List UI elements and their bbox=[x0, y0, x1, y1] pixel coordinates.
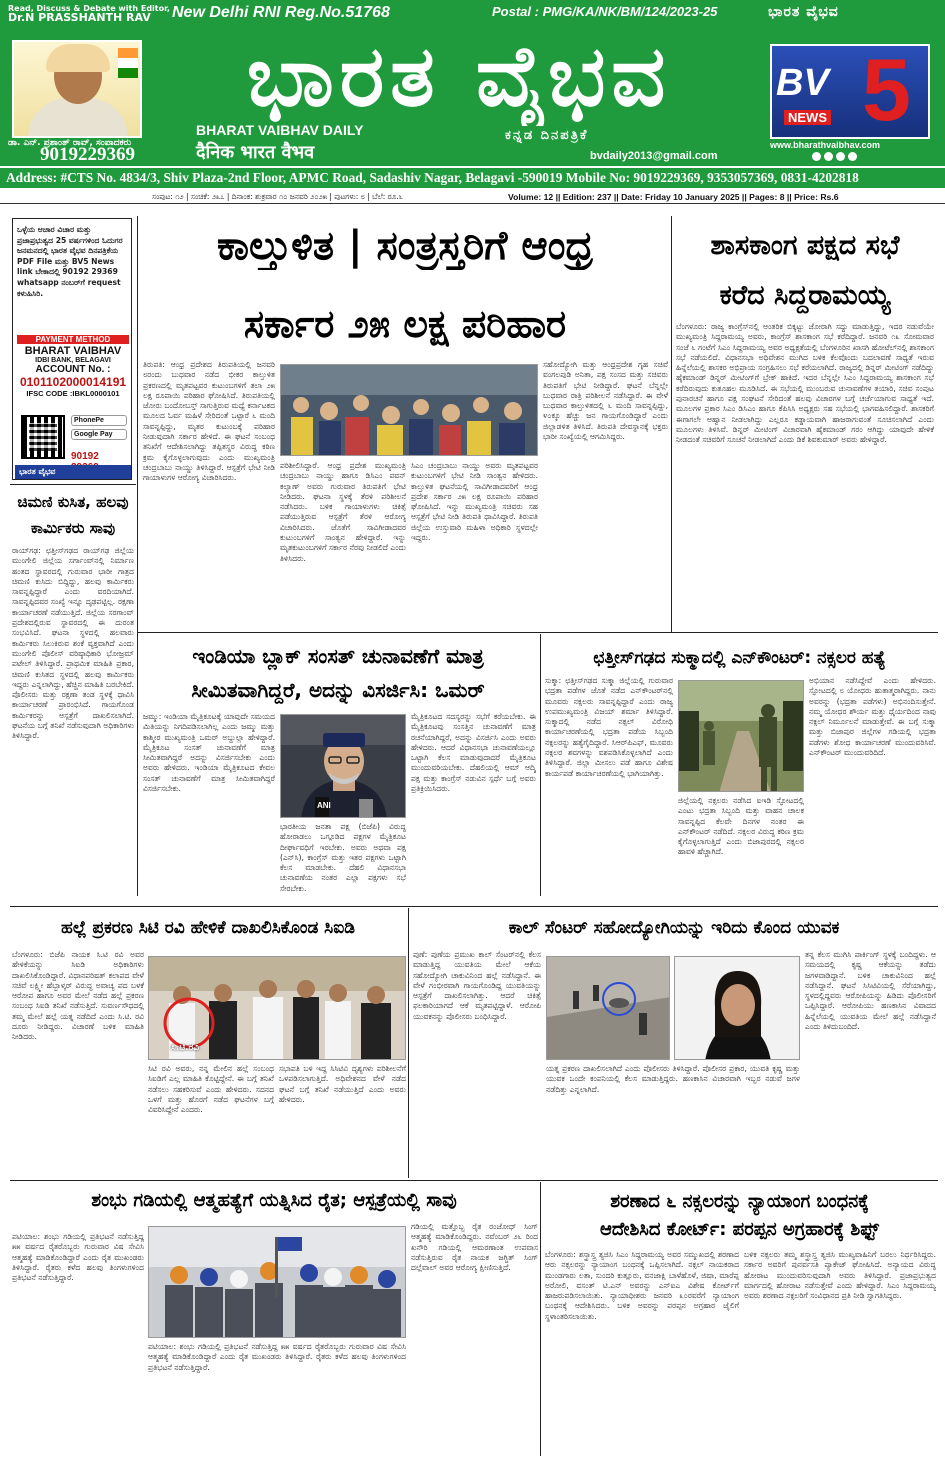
ctravi-scuffle-photo bbox=[148, 956, 406, 1060]
omar-abdullah-photo bbox=[280, 714, 406, 818]
editor-name-kannada: ಡಾ. ಎನ್. ಪ್ರಶಾಂತ್ ರಾವ್, ಸಂಪಾದಕರು bbox=[8, 138, 132, 148]
newspaper-title: ಭಾರತ ವೈಭವ bbox=[246, 27, 672, 125]
stampede-column-4: ಸಹೋದ್ಯೋಗಿ ಮತ್ತು ಆಂಧ್ರಪ್ರದೇಶ ಗೃಹ ಸಚಿವೆ ವಂಗಲಪುಡಿ ಅನಿತಾ, ಪಕ್ಷ ಸಂಸದ ಮತ್ತು ಸಚಿವರು ತಿರುಪತಿಗೆ ಭೇಟಿ ನೀಡಿದ್ದಾರೆ. ಘಟನೆ ಬೆನ್ನಲ್ಲೇ ಬುಧವಾರ ರಾತ್ರಿ ಪರಿಶೀಲನೆ ನಡೆಸಿದ್ದಾರೆ. ಈ ವೇಳೆ ಬುಧವಾರ ಕಾಲ್ತುಳಿತದಲ್ಲಿ ೬ ಮಂದಿ ಸಾವನ್ನಪ್ಪಿದ್ದು, ೪೦ಕ್ಕೂ ಹೆಚ್ಚು ಜನ ಗಾಯಗೊಂಡಿದ್ದಾರೆ ಎಂದು ಜಿಲ್ಲಾಡಳಿತ ತಿಳಿಸಿದೆ. ತಿರುಪತಿ ದೇವಸ್ಥಾನಕ್ಕೆ ಭಕ್ತರು ಭಾರೀ ಸಂಖ್ಯೆಯಲ್ಲಿ ಆಗಮಿಸಿದ್ದರು. bbox=[543, 360, 668, 442]
sukma-headline: ಛತ್ತೀಸ್‌ಗಢದ ಸುಕ್ಮಾದಲ್ಲಿ ಎನ್‌ಕೌಂಟರ್: ನಕ್ಸಲರ ಹತ್ಯೆ bbox=[593, 648, 886, 668]
bank-account-name: BHARAT VAIBHAV bbox=[24, 345, 122, 357]
section-divider bbox=[138, 632, 938, 633]
youtube-icon[interactable] bbox=[848, 152, 857, 161]
bank-branch: IDBI BANK, BELAGAVI bbox=[35, 357, 111, 364]
naxal-column-1: ಬೆಂಗಳೂರು: ಶಸ್ತ್ರಾಸ್ತ್ರ ತ್ಯಜಿಸಿ ಸಿಎಂ ಸಿದ್ದರಾಮಯ್ಯ ಅವರ ಸಮ್ಮುಖದಲ್ಲಿ ಶರಣಾದ ಆರು ನಕ್ಸಲರನ್ನು ನ್ಯಾಯಾಂಗ ಬಂಧನಕ್ಕೆ ಒಪ್ಪಿಸಲಾಗಿದೆ. ನಕ್ಸಲ್ ನಾಯಕರಾದ ಮುಂಡಗಾರು ಲತಾ, ಸುಂದರಿ ಕುತ್ಲೂರು, ವನಜಾಕ್ಷಿ ಬಾಳೆಹೊಳೆ, ಜಿಷಾ, ಮಾರೆಪ್ಪ ಅರೋಲಿ, ವಸಂತ್ ಟಿ.ಎನ್ ಅವರನ್ನು ಎನ್‌ಐಎ ವಿಶೇಷ ಕೋರ್ಟ್‌ಗೆ ಹಾಜರುಪಡಿಸಲಾಯಿತು. ನ್ಯಾಯಾಧೀಶರು ಜನವರಿ ೩೦ರವರೆಗೆ ನ್ಯಾಯಾಂಗ ಬಂಧನಕ್ಕೆ ಆದೇಶಿಸಿದರು. ಬಳಿಕ ಅವರನ್ನು ಪರಪ್ಪನ ಅಗ್ರಹಾರ ಜೈಲಿಗೆ ಸ್ಥಳಾಂತರಿಸಲಾಯಿತು. bbox=[545, 1250, 739, 1321]
editor-tagline bbox=[8, 4, 188, 22]
column-divider bbox=[408, 908, 409, 1178]
bank-details bbox=[17, 345, 129, 398]
callcenter-column-3: ತನ್ನ ಕೆಲಸ ಮುಗಿಸಿ ಪಾರ್ಕಿಂಗ್ ಸ್ಥಳಕ್ಕೆ ಬಂದಿದ್ದಳು. ಆ ಸಮಯದಲ್ಲಿ ಕೃಷ್ಣ ಆಕೆಯನ್ನು ತಡೆದು ಜಗಳವಾಡಿದ್ದಾನೆ. ಬಳಿಕ ಚಾಕುವಿನಿಂದ ಹಲ್ಲೆ ನಡೆಸಿದ್ದಾನೆ. ಘಟನೆ ಸಿಸಿಟಿವಿಯಲ್ಲಿ ಸೆರೆಯಾಗಿದ್ದು, ಸ್ಥಳದಲ್ಲಿದ್ದವರು ಆರೋಪಿಯನ್ನು ಹಿಡಿದು ಪೊಲೀಸರಿಗೆ ಒಪ್ಪಿಸಿದ್ದಾರೆ. ಆರೋಪಿಯು ಹಣಕಾಸಿನ ವಿವಾದದ ಹಿನ್ನೆಲೆಯಲ್ಲಿ ಯುವತಿಯ ಮೇಲೆ ಹಲ್ಲೆ ನಡೆಸಿದ್ದಾನೆ ಎಂದು ತಿಳಿದುಬಂದಿದೆ. bbox=[805, 950, 936, 1032]
qr-code-icon[interactable] bbox=[21, 415, 65, 459]
naxal-column-2: ಬಳಿಕ ನಕ್ಸಲರು ತಮ್ಮ ಶಸ್ತ್ರಾಸ್ತ್ರ ತ್ಯಜಿಸಿ ಮುಖ್ಯವಾಹಿನಿಗೆ ಬರಲು ನಿರ್ಧರಿಸಿದ್ದರು. ಸರ್ಕಾರ ಅವರಿಗೆ ಪುನರ್ವಸತಿ ಪ್ಯಾಕೇಜ್ ಘೋಷಿಸಿದೆ. ಅನ್ಯಾಯದ ವಿರುದ್ಧ ಹೋರಾಟ ಮುಂದುವರಿಸುವುದಾಗಿ ಅವರು ತಿಳಿಸಿದ್ದಾರೆ. ಪ್ರಜಾಪ್ರಭುತ್ವದ ಮಾರ್ಗದಲ್ಲಿ ಹೋರಾಟ ನಡೆಸುತ್ತೇವೆ ಎಂದು ಹೇಳಿದ್ದಾರೆ. ಸಿಎಂ ಸಿದ್ದರಾಮಯ್ಯ ಅವರು ಶರಣಾದ ನಕ್ಸಲರಿಗೆ ಸಂವಿಧಾನದ ಪ್ರತಿ ನೀಡಿ ಸ್ವಾಗತಿಸಿದ್ದರು. bbox=[744, 1250, 936, 1301]
callcenter-column-2: ಯತ್ನ ಪ್ರಕರಣ ದಾಖಲಿಸಲಾಗಿದೆ ಎಂದು ಪೊಲೀಸರು ತಿಳಿಸಿದ್ದಾರೆ. ಪೊಲೀಸರ ಪ್ರಕಾರ, ಯುವತಿ ಕೃಷ್ಣ ಮತ್ತು ಯುವಕ ಒಂದೇ ಕಂಪನಿಯಲ್ಲಿ ಕೆಲಸ ಮಾಡುತ್ತಿದ್ದರು. ಹಣಕಾಸಿನ ವಿಚಾರವಾಗಿ ಇಬ್ಬರ ನಡುವೆ ಜಗಳ ನಡೆದಿತ್ತು ಎನ್ನಲಾಗಿದೆ. bbox=[546, 1064, 800, 1094]
congress-article-body: ಬೆಂಗಳೂರು: ರಾಜ್ಯ ಕಾಂಗ್ರೆಸ್‌ನಲ್ಲಿ ಆಂತರಿಕ ಬಿಕ್ಕಟ್ಟು ಜೋರಾಗಿ ಸದ್ದು ಮಾಡುತ್ತಿದ್ದು, ಇದರ ನಡುವೆಯೇ ಮುಖ್ಯಮಂತ್ರಿ ಸಿದ್ದರಾಮಯ್ಯ ಅವರು, ಕಾಂಗ್ರೆಸ್ ಶಾಸಕಾಂಗ ಸಭೆ ಕರೆದಿದ್ದಾರೆ. ಜನವರಿ ೧೩ ಸೋಮವಾರ ಸಂಜೆ ೬ ಗಂಟೆಗೆ ಸಿಎಂ ಸಿದ್ದರಾಮಯ್ಯ ಅವರ ಅಧ್ಯಕ್ಷತೆಯಲ್ಲಿ ಬೆಂಗಳೂರಿನ ಖಾಸಗಿ ಹೋಟೆಲ್‌ನಲ್ಲಿ ಶಾಸಕಾಂಗ ಸಭೆ ನಡೆಯಲಿದೆ. ವಿಧಾನಸಭಾ ಅಧಿವೇಶನ ಮುಗಿದ ಬಳಿಕ ಕೆಲವೊಂದು ಬದಲಾವಣೆ ಸಾಧ್ಯತೆ ಇರುವ ಹಿನ್ನೆಲೆಯಲ್ಲಿ ಶಾಸಕರ ಅಭಿಪ್ರಾಯ ಸಂಗ್ರಹಿಸಲು ಸಭೆ ಕರೆಯಲಾಗಿದೆ. ರಾಜ್ಯದಲ್ಲಿ ಡಿನ್ನರ್ ಮೀಟಿಂಗ್ ನಡೆದಿದ್ದು ಹೈಕಮಾಂಡ್ ಡಿನ್ನರ್ ಮೀಟಿಂಗ್‌ಗೆ ಬ್ರೇಕ್ ಹಾಕಿದೆ. ಇದರ ಬೆನ್ನಲ್ಲೇ ಸಿಎಂ ಸಿದ್ದರಾಮಯ್ಯ ಶಾಸಕಾಂಗ ಸಭೆ ಕರೆದಿರುವುದು ಕುತೂಹಲ ಮೂಡಿಸಿದೆ. ಈ ಸಭೆಯಲ್ಲಿ ಮುಂಬರುವ ಚುನಾವಣೆಗಳ ತಯಾರಿ, ಸಚಿವ ಸಂಪುಟ ಪುನಾರಚನೆ ಹಾಗೂ ಪಕ್ಷ ಸಂಘಟನೆ ಸೇರಿದಂತೆ ಹಲವು ವಿಚಾರಗಳ ಬಗ್ಗೆ ಚರ್ಚೆಯಾಗುವ ಸಾಧ್ಯತೆ ಇದೆ. ಮೂಲಗಳ ಪ್ರಕಾರ ಸಿಎಂ ಡಿಸಿಎಂ ಹಾಗೂ ಕೆಪಿಸಿಸಿ ಅಧ್ಯಕ್ಷರು ಸಹ ಸಭೆಯಲ್ಲಿ ಭಾಗವಹಿಸಲಿದ್ದಾರೆ. ಶಾಸಕರಿಗೆ ಈಗಾಗಲೇ ಆಹ್ವಾನ ನೀಡಲಾಗಿದ್ದು ಎಲ್ಲರೂ ಕಡ್ಡಾಯವಾಗಿ ಹಾಜರಾಗುವಂತೆ ಸೂಚಿಸಲಾಗಿದೆ ಎಂದು ಮೂಲಗಳು ತಿಳಿಸಿವೆ. ಡಿನ್ನರ್ ಮೀಟಿಂಗ್ ವಿಚಾರವಾಗಿ ಹೈಕಮಾಂಡ್ ಗರಂ ಆಗಿದ್ದು ಯಾವುದೇ ಹೇಳಿಕೆ ನೀಡದಂತೆ ಸಚಿವರಿಗೆ ಸೂಚನೆ ನೀಡಲಾಗಿದೆ ಎಂದು ಡಿಕೆ ಶಿವಕುಮಾರ್ ಅವರು ಹೇಳಿದ್ದಾರೆ. bbox=[676, 322, 934, 445]
column-divider bbox=[540, 634, 541, 896]
account-label: ACCOUNT No. : bbox=[35, 364, 111, 375]
callcenter-headline: ಕಾಲ್ ಸೆಂಟರ್ ಸಹೋದ್ಯೋಗಿಯನ್ನು ಇರಿದು ಕೊಂದ ಯುವಕ bbox=[508, 918, 840, 938]
sukma-column-3: ಅಭಿಯಾನ ನಡೆಸಿದ್ದೇವೆ ಎಂದು ಹೇಳಿದರು. ಸ್ಫೋಟದಲ್ಲಿ ೮ ಯೋಧರು ಹುತಾತ್ಮರಾಗಿದ್ದರು. ನಾನು ಅವರನ್ನು (ಭದ್ರತಾ ಪಡೆಗಳು) ಅಭಿನಂದಿಸುತ್ತೇನೆ. ನಮ್ಮ ಯೋಧರ ಶೌರ್ಯ ಮತ್ತು ಧೈರ್ಯದಿಂದ ನಾವು ನಕ್ಸಲ್ ನಿರ್ಮೂಲನೆ ಮಾಡುತ್ತೇವೆ. ಈ ಬಗ್ಗೆ ಸುಕ್ಮಾ ಮತ್ತು ಬಿಜಾಪುರ ಜಿಲ್ಲೆಗಳ ಗಡಿಯಲ್ಲಿ ಭದ್ರತಾ ಪಡೆಗಳು ಶೋಧ ಕಾರ್ಯಾಚರಣೆ ಮುಂದುವರಿಸಿವೆ. ಎನ್‌ಕೌಂಟರ್ ಮುಂದುವರಿದಿದೆ. bbox=[809, 676, 936, 758]
section-divider bbox=[10, 1180, 938, 1181]
subscription-ad bbox=[12, 218, 132, 480]
logo-news-text: NEWS bbox=[784, 110, 831, 125]
stampede-headline-line1: ಕಾಲ್ತುಳಿತ | ಸಂತ್ರಸ್ತರಿಗೆ ಆಂಧ್ರ bbox=[216, 223, 594, 269]
omar-headline-line1: ಇಂಡಿಯಾ ಬ್ಲಾಕ್ ಸಂಸತ್ ಚುನಾವಣೆಗೆ ಮಾತ್ರ bbox=[192, 644, 484, 668]
newspaper-title-english: BHARAT VAIBHAV DAILY bbox=[196, 122, 364, 138]
farmer-column-2: ಪಟಿಯಾಲ: ಶಂಭು ಗಡಿಯಲ್ಲಿ ಪ್ರತಿಭಟನೆ ನಡೆಸುತ್ತಿದ್ದ ೫೫ ವರ್ಷದ ರೈತರೊಬ್ಬರು ಗುರುವಾರ ವಿಷ ಸೇವಿಸಿ ಆತ್ಮಹತ್ಯೆ ಮಾಡಿಕೊಂಡಿದ್ದಾರೆ ಎಂದು ರೈತ ಮುಖಂಡರು ತಿಳಿಸಿದ್ದಾರೆ. ರೈತರು ಕಳೆದ ಹಲವು ತಿಂಗಳುಗಳಿಂದ ಪ್ರತಿಭಟನೆ ನಡೆಸುತ್ತಿದ್ದಾರೆ. bbox=[148, 1342, 406, 1372]
callcenter-column-1: ಪುಣೆ: ಪುಣೆಯ ಪ್ರಮುಖ ಕಾಲ್ ಸೆಂಟರ್‌ನಲ್ಲಿ ಕೆಲಸ ಮಾಡುತ್ತಿದ್ದ ಯುವತಿಯ ಮೇಲೆ ಆಕೆಯ ಸಹೋದ್ಯೋಗಿ ಚಾಕುವಿನಿಂದ ಹಲ್ಲೆ ನಡೆಸಿದ್ದಾನೆ. ಈ ವೇಳೆ ಗಂಭೀರವಾಗಿ ಗಾಯಗೊಂಡಿದ್ದ ಯುವತಿಯನ್ನು ಆಸ್ಪತ್ರೆಗೆ ದಾಖಲಿಸಲಾಗಿತ್ತು. ಆದರೆ ಚಿಕಿತ್ಸೆ ಫಲಕಾರಿಯಾಗದೆ ಆಕೆ ಮೃತಪಟ್ಟಿದ್ದಾಳೆ. ಆರೋಪಿ ಯುವಕನನ್ನು ಪೊಲೀಸರು ಬಂಧಿಸಿದ್ದಾರೆ. bbox=[413, 950, 541, 1021]
omar-column-3: ಮೈತ್ರಿಕೂಟದ ಸದಸ್ಯರನ್ನು ಸಭೆಗೆ ಕರೆಯಬೇಕು. ಈ ಮೈತ್ರಿಕೂಟವು ಸಂಸತ್ತಿನ ಚುನಾವಣೆಗೆ ಮಾತ್ರ ರಚನೆಯಾಗಿದ್ದರೆ, ಅದನ್ನು ವಿಸರ್ಜಿಸಿ ಎಂದು ಅವರು ಹೇಳಿದರು. ಆದರೆ ವಿಧಾನಸಭಾ ಚುನಾವಣೆಯಲ್ಲೂ ಒಟ್ಟಾಗಿ ಕೆಲಸ ಮಾಡುವುದಾದರೆ ಮೈತ್ರಿಕೂಟ ಮುಂದುವರಿಯಬೇಕು. ದೆಹಲಿಯಲ್ಲಿ ಆಮ್ ಆದ್ಮಿ ಪಕ್ಷ ಮತ್ತು ಕಾಂಗ್ರೆಸ್ ನಡುವಿನ ಸ್ಪರ್ಧೆ ಬಗ್ಗೆ ಅವರು ಪ್ರತಿಕ್ರಿಯಿಸಿದರು. bbox=[411, 712, 536, 794]
ctravi-caption: ಸಿ.ಟಿ.ರವಿ bbox=[171, 1043, 200, 1053]
naxal-headline-line1: ಶರಣಾದ ೬ ನಕ್ಸಲರನ್ನು ನ್ಯಾಯಾಂಗ ಬಂಧನಕ್ಕೆ bbox=[610, 1191, 869, 1212]
stampede-column-1: ತಿರುಪತಿ: ಆಂಧ್ರ ಪ್ರದೇಶದ ತಿರುಪತಿಯಲ್ಲಿ ಜನವರಿ ೮ರಂದು ಬುಧವಾರ ನಡೆದ ಭೀಕರ ಕಾಲ್ತುಳಿತ ಪ್ರಕರಣದಲ್ಲಿ ಮೃತಪಟ್ಟವರ ಕುಟುಂಬಗಳಿಗೆ ತಲಾ ೨೫ ಲಕ್ಷ ರೂಪಾಯಿ ಪರಿಹಾರ ಘೋಷಿಸಿದೆ. ತಿರುಪತಿಯಲ್ಲಿ ಜೋರು ಬಂದೋಬಸ್ತ್ ಸಾಗುತ್ತಿರುವ ಮಧ್ಯೆ ಕರ್ನಾಟಕದ ಮೂಲದ ಓರ್ವ ಮಹಿಳೆ ಸೇರಿದಂತೆ ಒಟ್ಟಾರೆ ೬ ಮಂದಿ ಸಾವನ್ನಪ್ಪಿದ್ದು, ಮೃತರ ಕುಟುಂಬಕ್ಕೆ ಪರಿಹಾರ ನೀಡುವುದಾಗಿ ಸರ್ಕಾರ ಹೇಳಿದೆ. ಈ ಘಟನೆ ಸಂಬಂಧ ತನಿಖೆಗೆ ಆದೇಶಿಸಲಾಗಿದ್ದು ತಪ್ಪಿತಸ್ಥರ ವಿರುದ್ಧ ಕಠಿಣ ಕ್ರಮ ಕೈಗೊಳ್ಳಲಾಗುವುದು ಎಂದು ಮುಖ್ಯಮಂತ್ರಿ ಚಂದ್ರಬಾಬು ನಾಯ್ಡು ತಿಳಿಸಿದ್ದಾರೆ. ಆಸ್ಪತ್ರೆಗೆ ಭೇಟಿ ನೀಡಿ ಗಾಯಾಳುಗಳ ಆರೋಗ್ಯ ವಿಚಾರಿಸಿದರು. bbox=[143, 360, 275, 483]
section-divider bbox=[10, 906, 938, 907]
sukma-soldiers-photo bbox=[678, 680, 804, 792]
omar-column-2: ಭಾರತೀಯ ಜನತಾ ಪಕ್ಷ (ಬಿಜೆಪಿ) ವಿರುದ್ಧ ಹೋರಾಡಲು ಒಗ್ಗೂಡಿದ ಪಕ್ಷಗಳ ಮೈತ್ರಿಕೂಟ ದೀರ್ಘಾವಧಿಗೆ ಇರಬೇಕು. ಅವರು ಅಥವಾ ಪಕ್ಷ (ಎನ್‌ಸಿ), ಕಾಂಗ್ರೆಸ್ ಮತ್ತು ಇತರ ಪಕ್ಷಗಳು ಒಟ್ಟಾಗಿ ಕೆಲಸ ಮಾಡಬೇಕು. ದೆಹಲಿ ವಿಧಾನಸಭಾ ಚುನಾವಣೆಯ ನಂತರ ಎಲ್ಲಾ ಪಕ್ಷಗಳು ಸಭೆ ಸೇರಬೇಕು. bbox=[280, 822, 406, 893]
farmers-protest-photo bbox=[148, 1226, 406, 1338]
logo-five-text: 5 bbox=[862, 44, 911, 139]
issue-info-bar bbox=[0, 190, 945, 204]
ad-phone: 90192 bbox=[71, 451, 99, 462]
omar-headline-line2: ಸೀಮಿತವಾಗಿದ್ದರೆ, ಅದನ್ನು ವಿಸರ್ಜಿಸಿ: ಒಮರ್ bbox=[191, 678, 485, 702]
stampede-column-2: ಪರಿಶೀಲಿಸಿದ್ದಾರೆ. ಆಂಧ್ರ ಪ್ರದೇಶ ಮುಖ್ಯಮಂತ್ರಿ ಚಂದ್ರಬಾಬು ನಾಯ್ಡು ಹಾಗೂ ಡಿಸಿಎಂ ಪವನ್ ಕಲ್ಯಾಣ್ ಅವರು ಗುರುವಾರ ತಿರುಪತಿಗೆ ಭೇಟಿ ನೀಡಿದರು. ಘಟನಾ ಸ್ಥಳಕ್ಕೆ ತೆರಳಿ ಪರಿಶೀಲನೆ ನಡೆಸಿದರು. ಬಳಿಕ ಗಾಯಾಳುಗಳು ಚಿಕಿತ್ಸೆ ಪಡೆಯುತ್ತಿರುವ ಆಸ್ಪತ್ರೆಗೆ ತೆರಳಿ ಆರೋಗ್ಯ ವಿಚಾರಿಸಿದರು. ಜೊತೆಗೆ ಸಾವಿಗೀಡಾದವರ ಕುಟುಂಬಗಳಿಗೆ ಸಾಂತ್ವನ ಹೇಳಿದ್ದಾರೆ. ಇನ್ನು ಮೃತಕುಟುಂಬಗಳಿಗೆ ಸರ್ಕಾರ ನೆರವು ನೀಡಲಿದೆ ಎಂದು ತಿಳಿಸಿದರು. bbox=[280, 461, 406, 563]
tagline-text: Read, Discuss & Debate with Editor, bbox=[8, 4, 170, 13]
issue-info-english: Volume: 12 || Edition: 237 || Date: Friday 10 January 2025 || Pages: 8 || Price: Rs.6 bbox=[508, 192, 839, 202]
stampede-column-3: ಸಿಎಂ ಚಂದ್ರಬಾಬು ನಾಯ್ಡು ಅವರು ಮೃತಪಟ್ಟವರ ಕುಟುಂಬಗಳಿಗೆ ಭೇಟಿ ನೀಡಿ ಸಾಂತ್ವನ ಹೇಳಿದರು. ಕಾಲ್ತುಳಿತ ಘಟನೆಯಲ್ಲಿ ಸಾವಿಗೀಡಾದವರಿಗೆ ಆಂಧ್ರ ಪ್ರದೇಶ ಸರ್ಕಾರ ೨೫ ಲಕ್ಷ ರೂಪಾಯಿ ಪರಿಹಾರ ಘೋಷಿಸಿದೆ. ಇನ್ನು ಮುಖ್ಯಮಂತ್ರಿ ಸಚಿವರು ಸಹ ಆಸ್ಪತ್ರೆಗೆ ಭೇಟಿ ನೀಡಿ ತಿರುಪತಿ ಧಾವಿಸಿದ್ದಾರೆ. ತಿರುಪತಿ ಜಿಲ್ಲೆಯ ಉಸ್ತುವಾರಿ ಮಹಿಳಾ ಅಧಿಕಾರಿ ಸ್ಥಳದಲ್ಲೇ ಇದ್ದರು. bbox=[411, 461, 538, 543]
ctravi-column-2: ಸಿಟಿ ರವಿ ಅವರು, ನನ್ನ ಮೇಲಿನ ಹಲ್ಲೆ ಸಂಬಂಧ ಸಿಐಡಿಗೆ ಎಲ್ಲ ಮಾಹಿತಿ ಕೊಟ್ಟಿದ್ದೇನೆ. ಈ ಬಗ್ಗೆ ತನಿಖೆ ನಡೆಸಲು ಸಹಕರಿಸುವೆ ಎಂದು ಹೇಳಿದರು. ಸದನದ ಒಳಗೆ ಮತ್ತು ಹೊರಗೆ ನಡೆದ ಘಟನೆಗಳ ಬಗ್ಗೆ ವಿವರಿಸಿದ್ದೇನೆ ಎಂದರು. bbox=[148, 1064, 274, 1115]
naxal-headline-line2: ಆದೇಶಿಸಿದ ಕೋರ್ಟ್: ಪರಪ್ಪನ ಅಗ್ರಹಾರಕ್ಕೆ ಶಿಫ್ಟ್ bbox=[600, 1219, 879, 1240]
sukma-column-2: ಜಿಲ್ಲೆಯಲ್ಲಿ ನಕ್ಸಲರು ನಡೆಸಿದ ಐಇಡಿ ಸ್ಫೋಟದಲ್ಲಿ ಎಂಟು ಭದ್ರತಾ ಸಿಬ್ಬಂದಿ ಮತ್ತು ವಾಹನ ಚಾಲಕ ಸಾವನ್ನಪ್ಪಿದ ಕೆಲವೇ ದಿನಗಳ ನಂತರ ಈ ಎನ್‌ಕೌಂಟರ್ ನಡೆದಿದೆ. ನಕ್ಸಲರ ವಿರುದ್ಧ ಕಠಿಣ ಕ್ರಮ ಕೈಗೊಳ್ಳಲಾಗುತ್ತಿದೆ ಎಂದು ಬಿಜಾಪುರದಲ್ಲಿ ನಕ್ಸಲರ ಹಾವಳಿ ಹೆಚ್ಚಾಗಿದೆ. bbox=[678, 796, 804, 857]
chimney-headline-line1: ಚಿಮಣಿ ಕುಸಿತ, ಹಲವು bbox=[17, 493, 129, 511]
flag-icon bbox=[118, 48, 138, 78]
ani-watermark: ANI bbox=[317, 801, 331, 810]
ad-text: ಒಳ್ಳೆಯ ಆಚಾರ ವಿಚಾರ ಮತ್ತು ಪ್ರಜಾಪ್ರಭುತ್ವದ 25 ವರ್ಷಗಳಿಂದ ಓದುಗರ ಜನಮನದಲ್ಲಿ ಭಾರತ ವೈಭವ ದಿನಪತ್ರಿಕೆಯ PDF File ಮತ್ತು BV5 News link ಬೇಕಾದಲ್ಲಿ 90192 29369 whatsapp ನಂಬರ್‌ಗೆ request ಕಳುಹಿಸಿರಿ. bbox=[17, 225, 123, 298]
ifsc-code: IFSC CODE :IBKL0000101 bbox=[26, 389, 120, 398]
chimney-article-body: ರಾಯ್‌ಗಢ: ಛತ್ತೀಸ್‌ಗಢದ ರಾಯ್‌ಗಢ ಜಿಲ್ಲೆಯ ಮುಂಗೇಲಿ ಜಿಲ್ಲೆಯ ಸರ್ಗಾಂವ್‌ನಲ್ಲಿ ನಿರ್ಮಾಣ ಹಂತದ ಸ್ಥಾವರದಲ್ಲಿ ಗುರುವಾರ ಭಾರೀ ಗಾತ್ರದ ಚಿಮಣಿ ಕುಸಿದು ಬಿದ್ದಿದ್ದು, ಹಲವು ಕಾರ್ಮಿಕರು ಸಾವನ್ನಪ್ಪಿದ್ದಾರೆ ಎಂದು ವರದಿಯಾಗಿದೆ. ಸಾವನ್ನಪ್ಪಿದವರ ಸಂಖ್ಯೆ ಇನ್ನೂ ದೃಢಪಟ್ಟಿಲ್ಲ. ರಕ್ಷಣಾ ಕಾರ್ಯಾಚರಣೆ ನಡೆಯುತ್ತಿದೆ. ಜಿಲ್ಲೆಯ ಸರಗಾಂವ್ ಪ್ರದೇಶದಲ್ಲಿರುವ ಸ್ಥಾವರದಲ್ಲಿ ಈ ದುರಂತ ಸಂಭವಿಸಿದೆ. ಘಟನಾ ಸ್ಥಳದಲ್ಲಿ ಹಲವಾರು ಕಾರ್ಮಿಕರು ಸಿಲುಕಿರುವ ಶಂಕೆ ವ್ಯಕ್ತವಾಗಿದೆ ಎಂದು ಮುಂಗೇಲಿ ಪೊಲೀಸ್ ವರಿಷ್ಠಾಧಿಕಾರಿ ಭೋಜ್ರಮ್ ಪಟೇಲ್ ತಿಳಿಸಿದ್ದಾರೆ. ಪ್ರಾಥಮಿಕ ಮಾಹಿತಿ ಪ್ರಕಾರ, ಚಿಮಣಿ ಕುಸಿತದ ಸ್ಥಳದಲ್ಲಿ ಹಲವು ಕಾರ್ಮಿಕರು ಇದ್ದರು ಎನ್ನಲಾಗಿದ್ದು, ಹೆಚ್ಚಿನ ಮಾಹಿತಿ ಬರಬೇಕಿದೆ. ಪೊಲೀಸರು ಮತ್ತು ರಕ್ಷಣಾ ತಂಡ ಸ್ಥಳಕ್ಕೆ ಧಾವಿಸಿ ಕಾರ್ಯಾಚರಣೆ ಪ್ರಾರಂಭಿಸಿದೆ. ಗಾಯಗೊಂಡ ಕಾರ್ಮಿಕರನ್ನು ಆಸ್ಪತ್ರೆಗೆ ದಾಖಲಿಸಲಾಗಿದೆ. ಘಟನೆಯ ಬಗ್ಗೆ ತನಿಖೆ ನಡೆಸುವುದಾಗಿ ಅಧಿಕಾರಿಗಳು ತಿಳಿಸಿದ್ದಾರೆ. bbox=[12, 546, 134, 741]
stampede-headline-line2: ಸರ್ಕಾರ ೨೫ ಲಕ್ಷ ಪರಿಹಾರ bbox=[243, 302, 567, 346]
postal-number: Postal : PMG/KA/NK/BM/124/2023-25 bbox=[492, 4, 718, 19]
logo-caption: ಭಾರತ ವೈಭವ bbox=[768, 4, 839, 20]
logo-bv-text: BV bbox=[776, 62, 829, 104]
editor-name: Dr.N PRASSHANTH RAV bbox=[8, 11, 151, 24]
chimney-headline-line2: ಕಾರ್ಮಿಕರು ಸಾವು bbox=[30, 519, 116, 537]
sukma-column-1: ಸುಕ್ಮಾ: ಛತ್ತೀಸ್‌ಗಢದ ಸುಕ್ಮಾ ಜಿಲ್ಲೆಯಲ್ಲಿ ಗುರುವಾರ ಭದ್ರತಾ ಪಡೆಗಳ ಜೊತೆ ನಡೆದ ಎನ್‌ಕೌಂಟರ್‌ನಲ್ಲಿ ಮೂವರು ನಕ್ಸಲರು ಸಾವನ್ನಪ್ಪಿದ್ದಾರೆ ಎಂದು ರಾಜ್ಯ ಉಪಮುಖ್ಯಮಂತ್ರಿ ವಿಜಯ್ ಶರ್ಮಾ ತಿಳಿಸಿದ್ದಾರೆ. ಸುಕ್ಮಾದಲ್ಲಿ ನಡೆದ ನಕ್ಸಲ್ ವಿರೋಧಿ ಕಾರ್ಯಾಚರಣೆಯಲ್ಲಿ ಭದ್ರತಾ ಪಡೆಯ ಸಿಬ್ಬಂದಿ ನಕ್ಸಲರನ್ನು ಹತ್ಯೆಗೈದಿದ್ದಾರೆ. ಸಿಆರ್‌ಪಿಎಫ್, ಮೂವರು ನಕ್ಸಲರ ಶವಗಳನ್ನು ವಶಪಡಿಸಿಕೊಳ್ಳಲಾಗಿದೆ ಎಂದು ತಿಳಿಸಿದ್ದಾರೆ. ಜಿಲ್ಲಾ ಮೀಸಲು ಪಡೆ ಹಾಗೂ ವಿಶೇಷ ಕಾರ್ಯಪಡೆ ಕಾರ್ಯಾಚರಣೆಯಲ್ಲಿ ಭಾಗಿಯಾಗಿತ್ತು. bbox=[545, 676, 673, 778]
address-bar: Address: #CTS No. 4834/3, Shiv Plaza-2nd Floor, APMC Road, Sadashiv Nagar, Belagavi -590019 Mobile No: 9019229369, 9353057369, 0831-4202818 bbox=[0, 166, 945, 188]
editor-phone: 9019229369 bbox=[40, 144, 135, 165]
farmer-headline: ಶಂಭು ಗಡಿಯಲ್ಲಿ ಆತ್ಮಹತ್ಯೆಗೆ ಯತ್ನಿಸಿದ ರೈತ; ಆಸ್ಪತ್ರೆಯಲ್ಲಿ ಸಾವು bbox=[91, 1190, 457, 1211]
cctv-photo bbox=[546, 956, 670, 1060]
payment-apps bbox=[71, 415, 127, 443]
instagram-icon[interactable] bbox=[824, 152, 833, 161]
masthead bbox=[0, 0, 945, 166]
issue-info-kannada: ಸಂಪುಟ: ೧೨ | ಸಂಚಿಕೆ: ೨೩೭ | ದಿನಾಂಕ: ಶುಕ್ರವಾರ ೧೦ ಜನವರಿ ೨೦೨೫ | ಪುಟಗಳು: ೮ | ಬೆಲೆ: ರೂ.೬ bbox=[152, 192, 404, 201]
payment-method-label: PAYMENT METHOD bbox=[17, 335, 129, 344]
facebook-icon[interactable] bbox=[812, 152, 821, 161]
ctravi-column-3: ಸಭಾಪತಿ ಬಳಿ ಇದ್ದ ಸಿಸಿಟಿವಿ ದೃಶ್ಯಗಳು ಪರಿಶೀಲನೆಗೆ ಒಳಪಡಿಸಲಾಗುತ್ತಿದೆ. ಅಧಿವೇಶನದ ವೇಳೆ ನಡೆದ ಘಟನೆ ಬಗ್ಗೆ ತನಿಖೆ ನಡೆಯುತ್ತಿದೆ ಎಂದು ಅವರು ಹೇಳಿದರು. bbox=[279, 1064, 406, 1104]
congress-headline-line2: ಕರೆದ ಸಿದ್ದರಾಮಯ್ಯ bbox=[719, 280, 891, 311]
stampede-photo bbox=[280, 364, 538, 456]
newspaper-title-hindi: दैनिक भारत वैभव bbox=[196, 142, 315, 163]
google-pay-icon: Google Pay bbox=[71, 429, 127, 440]
rni-number: New Delhi RNI Reg.No.51768 bbox=[172, 4, 390, 21]
victim-portrait-photo bbox=[674, 956, 800, 1060]
ctravi-headline: ಹಲ್ಲೆ ಪ್ರಕರಣ ಸಿಟಿ ರವಿ ಹೇಳಿಕೆ ದಾಖಲಿಸಿಕೊಂಡ ಸಿಐಡಿ bbox=[61, 918, 355, 938]
website-link[interactable]: www.bharathvaibhav.com bbox=[770, 140, 881, 150]
editor-photo bbox=[12, 40, 142, 138]
column-divider bbox=[137, 216, 138, 896]
ctravi-column-1: ಬೆಂಗಳೂರು: ಬಿಜೆಪಿ ನಾಯಕ ಸಿ.ಟಿ ರವಿ ಅವರ ಹೇಳಿಕೆಯನ್ನು ಸಿಐಡಿ ಅಧಿಕಾರಿಗಳು ದಾಖಲಿಸಿಕೊಂಡಿದ್ದಾರೆ. ವಿಧಾನಪರಿಷತ್ ಕಲಾಪದ ವೇಳೆ ಸಚಿವೆ ಲಕ್ಷ್ಮೀ ಹೆಬ್ಬಾಳ್ಕರ್ ವಿರುದ್ಧ ಅವಾಚ್ಯ ಪದ ಬಳಕೆ ಆರೋಪ ಹಾಗೂ ಅವರ ಮೇಲೆ ನಡೆದ ಹಲ್ಲೆ ಪ್ರಕರಣ ಸಂಬಂಧ ಸಿಐಡಿ ತನಿಖೆ ನಡೆಸುತ್ತಿದೆ. ಸುವರ್ಣಸೌಧದಲ್ಲಿ ತಮ್ಮ ಮೇಲೆ ಹಲ್ಲೆ ಯತ್ನ ನಡೆದಿದೆ ಎಂದು ಸಿ.ಟಿ. ರವಿ ದೂರು ನೀಡಿದ್ದರು. ವಿಚಾರಣೆ ಬಳಿಕ ಮಾಹಿತಿ ನೀಡಿದರು. bbox=[12, 950, 144, 1042]
ad-footer-logo: ಭಾರತ ವೈಭವ bbox=[15, 465, 131, 479]
congress-headline-line1: ಶಾಸಕಾಂಗ ಪಕ್ಷದ ಸಭೆ bbox=[710, 230, 900, 261]
bv5-news-logo bbox=[770, 44, 930, 139]
phonepe-icon: PhonePe bbox=[71, 415, 127, 426]
email-address: bvdaily2013@gmail.com bbox=[590, 150, 718, 162]
twitter-icon[interactable] bbox=[836, 152, 845, 161]
column-divider bbox=[540, 1182, 541, 1456]
column-divider bbox=[671, 216, 672, 632]
omar-column-1: ಜಮ್ಮು: ಇಂಡಿಯಾ ಮೈತ್ರಿಕೂಟಕ್ಕೆ ಯಾವುದೇ ಸಮಯದ ಮಿತಿಯನ್ನು ನಿಗದಿಪಡಿಸಲಾಗಿಲ್ಲ ಎಂದು ಜಮ್ಮು ಮತ್ತು ಕಾಶ್ಮೀರ ಮುಖ್ಯಮಂತ್ರಿ ಒಮರ್ ಅಬ್ದುಲ್ಲಾ ಹೇಳಿದ್ದಾರೆ. ಮೈತ್ರಿಕೂಟ ಸಂಸತ್ ಚುನಾವಣೆಗೆ ಮಾತ್ರ ಸೀಮಿತವಾಗಿದ್ದರೆ ಅದನ್ನು ವಿಸರ್ಜಿಸಬೇಕು ಎಂದು ಅವರು ಹೇಳಿದರು. ಇಂಡಿಯಾ ಮೈತ್ರಿಕೂಟದ ಕೇವಲ ಸಂಸತ್ ಚುನಾವಣೆಗೆ ಮಾತ್ರ ಸೀಮಿತವಾಗಿದ್ದರೆ ವಿಸರ್ಜಿಸಬೇಕು. bbox=[143, 712, 275, 794]
social-icons bbox=[812, 152, 857, 161]
account-number: 0101102000014191 bbox=[19, 375, 127, 389]
farmer-column-1: ಪಟಿಯಾಲ: ಶಂಭು ಗಡಿಯಲ್ಲಿ ಪ್ರತಿಭಟನೆ ನಡೆಸುತ್ತಿದ್ದ ೫೫ ವರ್ಷದ ರೈತರೊಬ್ಬರು ಗುರುವಾರ ವಿಷ ಸೇವಿಸಿ ಆತ್ಮಹತ್ಯೆ ಮಾಡಿಕೊಂಡಿದ್ದಾರೆ ಎಂದು ರೈತ ಮುಖಂಡರು ತಿಳಿಸಿದ್ದಾರೆ. ರೈತರು ಕಳೆದ ಹಲವು ತಿಂಗಳುಗಳಿಂದ ಪ್ರತಿಭಟನೆ ನಡೆಸುತ್ತಿದ್ದಾರೆ. bbox=[12, 1232, 144, 1283]
farmer-column-3: ಗಡಿಯಲ್ಲಿ ಮತ್ತೊಬ್ಬ ರೈತ ರಂಜೋಧ್ ಸಿಂಗ್ ಆತ್ಮಹತ್ಯೆ ಮಾಡಿಕೊಂಡಿದ್ದರು. ನವೆಂಬರ್ ೨೬ ರಿಂದ ಖನೌರಿ ಗಡಿಯಲ್ಲಿ ಆಮರಣಾಂತ ಉಪವಾಸ ನಡೆಸುತ್ತಿರುವ ರೈತ ನಾಯಕ ಜಗ್ಜಿತ್ ಸಿಂಗ್ ದಲ್ಲೆವಾಲ್ ಅವರ ಆರೋಗ್ಯ ಕ್ಷೀಣಿಸುತ್ತಿದೆ. bbox=[411, 1222, 538, 1273]
kannada-daily-label: ಕನ್ನಡ ದಿನಪತ್ರಿಕೆ bbox=[505, 128, 589, 143]
section-divider bbox=[10, 484, 136, 485]
